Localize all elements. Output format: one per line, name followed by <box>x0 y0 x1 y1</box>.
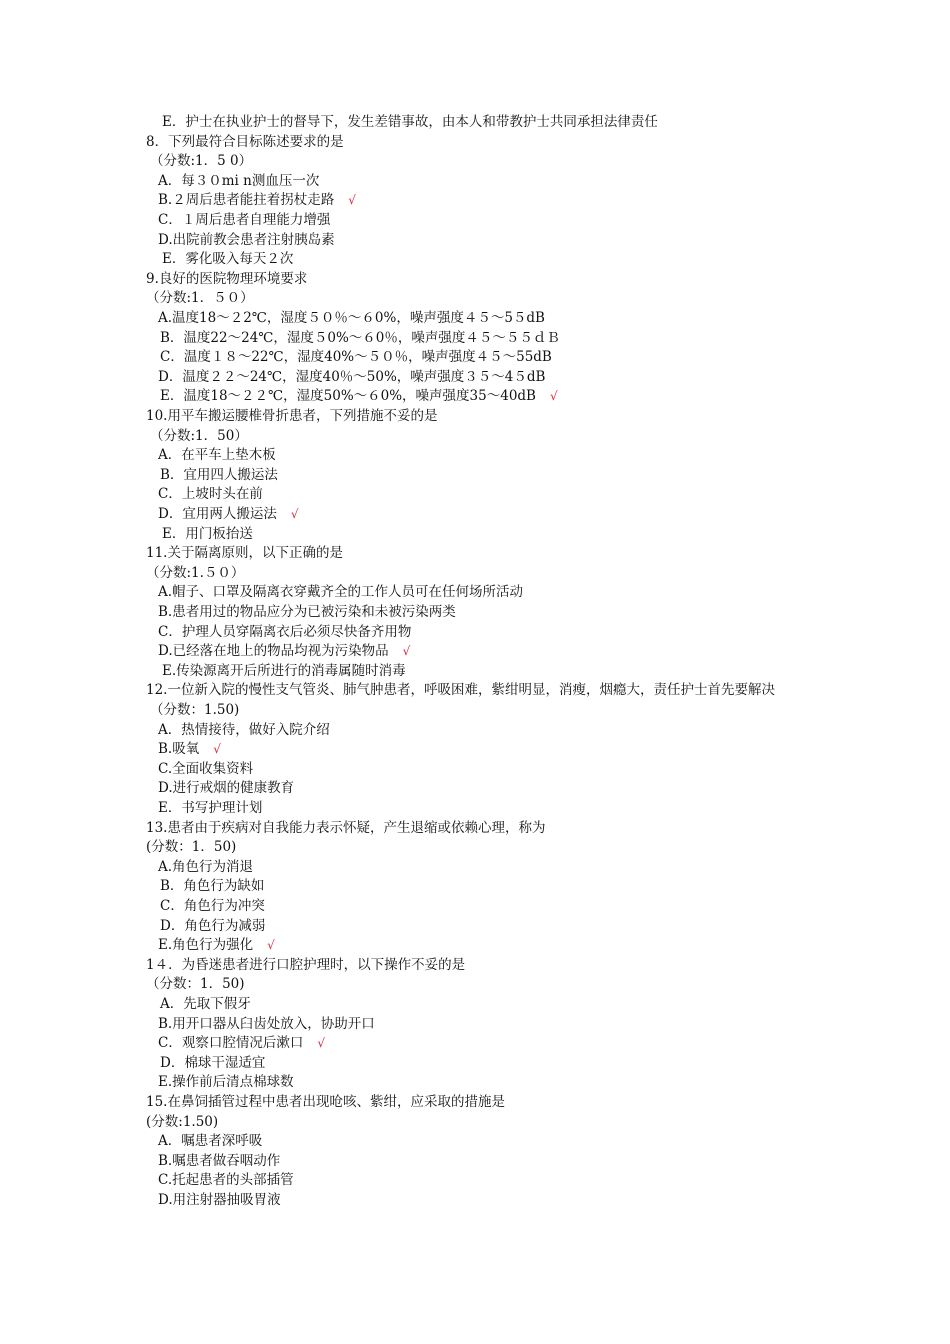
answer-option <box>158 1015 375 1034</box>
line-text: （分数:1．50） <box>150 428 248 444</box>
score-line <box>150 427 248 446</box>
correct-answer-check-icon: √ <box>317 1036 325 1050</box>
answer-option <box>160 348 552 367</box>
correct-answer-check-icon: √ <box>267 938 275 952</box>
line-text: D.用注射器抽吸胃液 <box>158 1192 281 1208</box>
correct-answer-check-icon: √ <box>402 644 411 658</box>
line-text: E．护士在执业护士的督导下，发生差错事故，由本人和带教护士共同承担法律责任 <box>162 114 658 130</box>
score-line <box>146 838 236 857</box>
line-text: E．温度18～２２℃，湿度50%～６0%，噪声强度35～40dB <box>160 388 536 404</box>
answer-option <box>158 1034 325 1053</box>
line-text: D.已经落在地上的物品均视为污染物品 <box>158 643 389 659</box>
score-line <box>150 701 239 720</box>
line-text: A．在平车上垫木板 <box>158 447 276 463</box>
line-text: D．角色行为减弱 <box>160 918 266 934</box>
answer-option <box>158 505 298 524</box>
answer-option <box>158 446 276 465</box>
question-stem <box>146 407 437 426</box>
line-text: （分数：1.50) <box>150 702 240 718</box>
answer-option <box>160 995 251 1014</box>
line-text: B．角色行为缺如 <box>160 878 265 894</box>
line-text: D．宜用两人搬运法 <box>158 506 277 522</box>
answer-option <box>160 466 278 485</box>
line-text: D.进行戒烟的健康教育 <box>158 780 295 796</box>
answer-option <box>158 231 335 250</box>
line-text: B.嘱患者做吞咽动作 <box>158 1153 281 1169</box>
line-text: 12.一位新入院的慢性支气管炎、肺气肿患者，呼吸困难，紫绀明显，消瘦，烟瘾大，责任护士首先要解决 <box>146 682 775 698</box>
question-stem <box>146 819 545 838</box>
answer-option <box>158 191 356 210</box>
question-stem <box>146 1093 505 1112</box>
question-stem <box>146 270 307 289</box>
line-text: C．上坡时头在前 <box>158 486 263 502</box>
line-text: B.患者用过的物品应分为已被污染和未被污染两类 <box>158 604 456 620</box>
answer-option <box>158 485 263 504</box>
answer-option <box>158 603 456 622</box>
answer-option <box>158 623 411 642</box>
line-text: B．温度22～24℃，湿度５0%～６0％，噪声强度４５～５５ｄＢ <box>160 330 560 346</box>
answer-option <box>158 1132 262 1151</box>
answer-option <box>160 1054 265 1073</box>
answer-option <box>158 583 523 602</box>
answer-option <box>162 250 293 269</box>
line-text: B．宜用四人搬运法 <box>160 467 278 483</box>
answer-option <box>158 721 330 740</box>
answer-option <box>158 1191 281 1210</box>
correct-answer-check-icon: √ <box>290 507 299 521</box>
answer-option <box>158 1152 280 1171</box>
line-text: C.全面收集资料 <box>158 761 254 777</box>
line-text: E．用门板抬送 <box>162 526 253 542</box>
answer-option <box>158 936 275 955</box>
score-line <box>146 975 245 994</box>
answer-option <box>158 1171 294 1190</box>
question-stem <box>146 133 344 152</box>
line-text: E.角色行为强化 <box>158 937 254 953</box>
answer-option <box>160 877 264 896</box>
line-text: （分数:1.５０） <box>146 565 245 581</box>
answer-option <box>158 858 253 877</box>
correct-answer-check-icon: √ <box>213 742 221 756</box>
line-text: E.操作前后清点棉球数 <box>158 1074 294 1090</box>
line-text: A.温度18～２2℃，湿度５０％～６0%，噪声强度４５～5５dB <box>158 310 545 326</box>
question-stem <box>146 956 465 975</box>
answer-option <box>160 897 265 916</box>
line-text: 8．下列最符合目标陈述要求的是 <box>146 134 344 150</box>
line-text: 13.患者由于疾病对自我能力表示怀疑，产生退缩或依赖心理，称为 <box>146 820 546 836</box>
line-text: A.角色行为消退 <box>158 859 254 875</box>
line-text: 9.良好的医院物理环境要求 <box>146 271 308 287</box>
answer-option <box>158 309 545 328</box>
line-text: (分数:1.50) <box>146 1114 219 1130</box>
answer-option <box>158 760 253 779</box>
line-text: A．热情接待，做好入院介绍 <box>158 722 330 738</box>
line-text: D．温度２２～24℃，湿度40％～50%，噪声强度３５～4５dB <box>158 369 546 385</box>
question-stem <box>146 681 775 700</box>
line-text: A．先取下假牙 <box>160 996 251 1012</box>
score-line <box>146 289 254 308</box>
line-text: C．角色行为冲突 <box>160 898 265 914</box>
score-line <box>150 152 252 171</box>
score-line <box>146 1113 218 1132</box>
line-text: C．１周后患者自理能力增强 <box>158 212 331 228</box>
line-text: (分数：1．50) <box>146 839 237 855</box>
score-line <box>146 564 244 583</box>
line-text: C．温度１８～22℃，湿度40%～５０％，噪声强度４５～55dB <box>160 349 552 365</box>
answer-option <box>160 387 558 406</box>
line-text: D．棉球干湿适宜 <box>160 1055 266 1071</box>
answer-option <box>158 799 262 818</box>
line-text: （分数:1．5 0） <box>150 153 253 169</box>
answer-option <box>162 525 253 544</box>
line-text: C．护理人员穿隔离衣后必须尽快备齐用物 <box>158 624 412 640</box>
answer-option <box>158 368 545 387</box>
line-text: B.吸氧 <box>158 741 200 757</box>
line-text: （分数：1．50) <box>146 976 245 992</box>
answer-option <box>160 917 265 936</box>
correct-answer-check-icon: √ <box>549 389 558 403</box>
answer-option <box>158 172 319 191</box>
line-text: A.帽子、口罩及隔离衣穿戴齐全的工作人员可在任何场所活动 <box>158 584 524 600</box>
answer-option <box>158 740 221 759</box>
correct-answer-check-icon: √ <box>348 193 356 207</box>
answer-option <box>158 211 330 230</box>
answer-option <box>158 779 294 798</box>
line-text: A．每３０mi n测血压一次 <box>158 173 320 189</box>
answer-option <box>158 642 410 661</box>
line-text: 10.用平车搬运腰椎骨折患者，下列措施不妥的是 <box>146 408 438 424</box>
line-text: E.传染源离开后所进行的消毒属随时消毒 <box>162 663 406 679</box>
line-text: （分数:1．５０） <box>146 290 254 306</box>
question-stem <box>146 544 343 563</box>
line-text: A．嘱患者深呼吸 <box>158 1133 263 1149</box>
line-text: 11.关于隔离原则，以下正确的是 <box>146 545 343 561</box>
line-text: 15.在鼻饲插管过程中患者出现呛咳、紫绀，应采取的措施是 <box>146 1094 505 1110</box>
answer-option <box>162 113 658 132</box>
line-text: B.２周后患者能拄着拐杖走路 <box>158 192 335 208</box>
answer-option <box>160 329 560 348</box>
line-text: B.用开口器从臼齿处放入，协助开口 <box>158 1016 375 1032</box>
line-text: C.托起患者的头部插管 <box>158 1172 294 1188</box>
line-text: E．雾化吸入每天２次 <box>162 251 294 267</box>
line-text: 1４．为昏迷患者进行口腔护理时，以下操作不妥的是 <box>146 957 466 973</box>
answer-option <box>158 1073 294 1092</box>
line-text: E．书写护理计划 <box>158 800 263 816</box>
line-text: C．观察口腔情况后漱口 <box>158 1035 304 1051</box>
line-text: D.出院前教会患者注射胰岛素 <box>158 232 335 248</box>
answer-option <box>162 662 406 681</box>
